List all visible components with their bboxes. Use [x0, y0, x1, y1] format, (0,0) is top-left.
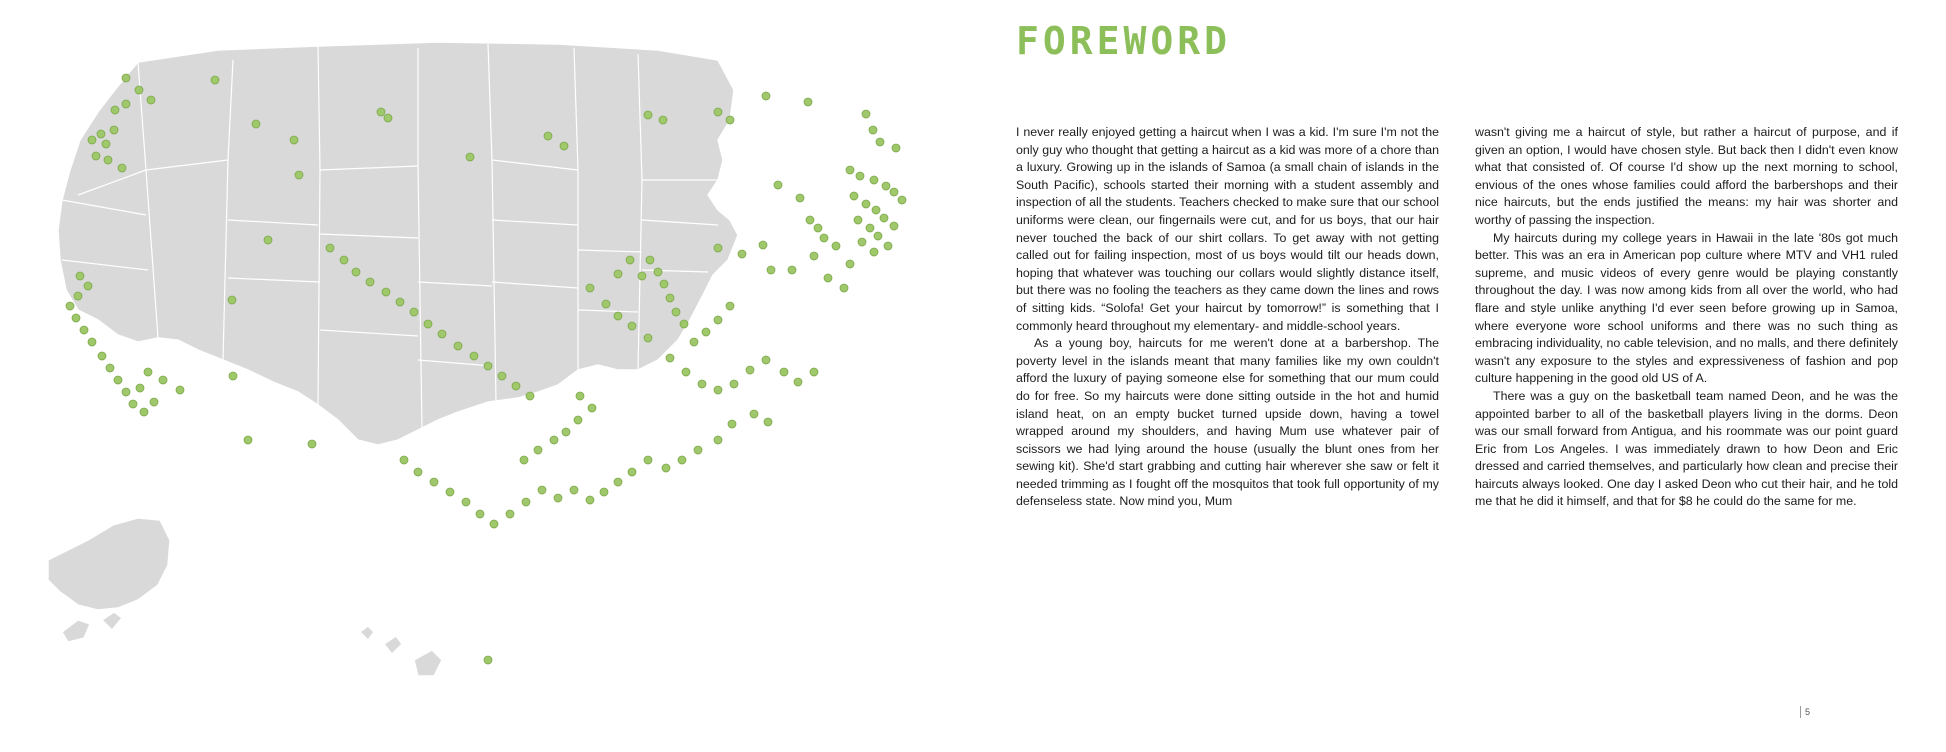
map-landmass: [48, 42, 738, 676]
paragraph: My haircuts during my college years in Hawaii in the late '80s got much better. This was an era in American pop culture where MTV and VH1 ruled supreme, and music videos of every genre would be playing constantly throughout the day. I was now among kids from all over the world, who had flare and style unlike anything I'd ever seen before growing up in Samoa, where everyone wore school uniforms and there was no such thing as embracing individuality, no cable television, and no malls, and there definitely wasn't any exposure to the styles and expressiveness of fashion and pop culture happening in the good old US of A.: [1475, 230, 1898, 386]
page-number: 5: [1800, 706, 1810, 718]
column-left: [1016, 124, 1439, 511]
page-title: FOREWORD: [1016, 19, 1232, 63]
column-right: [1475, 124, 1898, 511]
paragraph: wasn't giving me a haircut of style, but rather a haircut of purpose, and if given an option, I would have chosen style. But back then I didn't even know what that consisted of. Of course I'd show up the next morning to school, envious of the ones whose families could afford the barbershops and their nice haircuts, but the ends justified the means: my hair was shorter and worthy of passing the inspection.: [1475, 125, 1898, 227]
paragraph: There was a guy on the basketball team named Deon, and he was the appointed barber to all of the basketball players living in the dorms. Deon was our small forward from Antigua, and his roommate was our point guard Eric from Los Angeles. I was immediately drawn to how Deon and Eric dressed and carried themselves, and particularly how clean and precise their haircuts always looked. One day I asked Deon who cut their hair, and he told me that he did it himself, and that for $8 he could do the same for me.: [1475, 388, 1898, 509]
paragraph: As a young boy, haircuts for me weren't done at a barbershop. The poverty level in the islands meant that many families like my own couldn't afford the luxury of paying someone else for something that our mum could do for free. So my haircuts were done sitting outside in the hot and humid island heat, on an empty bucket turned upside down, having a towel wrapped around my shoulders, and having Mum use whatever pair of scissors we had lying around the house (usually the blunt ones from her sewing kit). She'd start grabbing and cutting hair wherever she saw or felt it needed trimming as I fought off the mosquitos that took full opportunity of my defenseless state. Now mind you, Mum: [1016, 336, 1439, 509]
paragraph: I never really enjoyed getting a haircut when I was a kid. I'm sure I'm not the only guy who thought that getting a haircut as a kid was more of a chore than a luxury. Growing up in the islands of Samoa (a small chain of islands in the South Pacific), schools started their morning with a student assembly and inspection of all the students. Teachers checked to make sure that our school uniforms were clean, our fingernails were cut, and for us boys, that our hair never touched the back of our shirt collars. To get away with not getting called out for failing inspection, most of us boys would tilt our heads down, hoping that whatever was touching our collars would slightly distance itself, but there was no fooling the teachers as they came down the lines and rows of sitting kids. “Solofa! Get your haircut by tomorrow!” is something that I commonly heard throughout my elementary- and middle-school years.: [1016, 125, 1439, 333]
right-page: [973, 0, 1946, 752]
usa-map-svg: [18, 20, 958, 740]
text-columns: [1016, 124, 1898, 511]
